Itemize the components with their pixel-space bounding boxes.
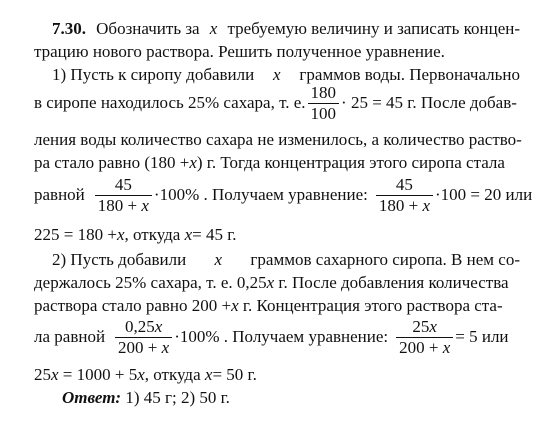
var-x: x: [204, 365, 213, 384]
var-x: x: [214, 250, 223, 269]
var-x: x: [116, 225, 125, 244]
fraction-denominator: [396, 338, 453, 358]
text: ра стало равно (180 +: [34, 153, 190, 172]
fraction-denominator: [376, 196, 433, 216]
fraction-numerator: [409, 317, 440, 337]
var-x: x: [51, 365, 59, 384]
text: , откуда: [144, 365, 201, 384]
fraction-denominator: [95, 196, 152, 216]
fraction-25x-over-200-plus-x: [396, 317, 453, 358]
var-x: x: [273, 65, 281, 84]
fraction-45-over-180-plus-x-2: [376, 175, 433, 216]
fraction-numerator: 180: [310, 82, 337, 102]
var-x: x: [442, 337, 451, 357]
text: держалось 25% сахара, т. е. 0,25: [34, 273, 267, 292]
var-x: x: [266, 273, 275, 292]
text: ) г. Тогда концентрация этого сиропа стала: [196, 153, 505, 172]
answer-text: 1) 45 г; 2) 50 г.: [125, 388, 230, 407]
part2-line-5: [34, 364, 550, 386]
var-x: x: [141, 195, 149, 215]
fraction-numerator: 45: [114, 174, 132, 194]
answer-label: Ответ:: [62, 388, 122, 407]
var-x: x: [161, 337, 170, 357]
problem-line-1: [52, 18, 520, 40]
text: 0,25: [124, 316, 155, 336]
var-x: x: [422, 195, 430, 215]
var-x: x: [209, 19, 218, 38]
part2-line-2: [34, 272, 550, 294]
var-x: x: [184, 225, 193, 244]
text: ления воды количество сахара не изменилось, а количество раство-: [34, 130, 522, 149]
text: 25: [412, 316, 430, 336]
var-x: x: [189, 153, 197, 172]
text: · 25 = 45 г. После добав-: [341, 93, 517, 112]
var-x: x: [137, 365, 145, 384]
text: 225 = 180 +: [34, 225, 117, 244]
text: 180 +: [378, 195, 419, 215]
text: ·100% . Получаем уравнение:: [174, 327, 389, 346]
var-x: x: [231, 296, 239, 315]
fraction-025x-over-200-plus-x: [115, 317, 172, 358]
part2-line-4: [34, 314, 550, 360]
text: = 5 или: [455, 327, 509, 346]
text: 200 +: [118, 337, 158, 357]
part1-line-3: [34, 129, 550, 151]
var-x: x: [154, 316, 163, 336]
text: г. После добавления количества: [278, 273, 509, 292]
fraction-numerator: 45: [395, 174, 413, 194]
text: равной: [34, 185, 85, 204]
var-x: x: [429, 316, 437, 336]
text: 25: [34, 365, 51, 384]
part1-line-4: [34, 152, 550, 174]
answer-line: [62, 387, 550, 409]
text: граммов сахарного сиропа. В нем со-: [250, 250, 520, 269]
text: требуемую величину и записать концен-: [227, 19, 520, 38]
text: г. Концентрация этого раствора ста-: [242, 296, 503, 315]
text: трацию нового раствора. Решить полученное уравнение.: [34, 42, 445, 61]
part1-line-6: [34, 224, 550, 246]
text: в сиропе находилось 25% сахара, т. е.: [34, 93, 306, 112]
problem-number: 7.30.: [52, 19, 86, 38]
part1-line-2: [34, 82, 550, 124]
text: = 50 г.: [212, 365, 257, 384]
text: , откуда: [124, 225, 181, 244]
fraction-45-over-180-plus-x: [95, 175, 152, 216]
text: = 45 г.: [192, 225, 237, 244]
text: ла равной: [34, 327, 106, 346]
problem-line-2: [34, 41, 550, 63]
part1-line-5: [34, 172, 550, 218]
part2-line-1: [52, 249, 520, 271]
text: 180 +: [97, 195, 138, 215]
text: = 1000 + 5: [62, 365, 138, 384]
text: 1) Пусть к сиропу добавили: [52, 65, 255, 84]
text: ·100% . Получаем уравнение:: [153, 185, 368, 204]
fraction-180-100: [308, 83, 340, 124]
fraction-numerator: [122, 317, 165, 337]
text: раствора стало равно 200 +: [34, 296, 232, 315]
text: 200 +: [399, 337, 439, 357]
text: граммов воды. Первоначально: [299, 65, 520, 84]
fraction-denominator: 100: [310, 103, 337, 123]
text: Обозначить за: [96, 19, 200, 38]
fraction-denominator: [115, 338, 172, 358]
text: 2) Пусть добавили: [52, 250, 187, 269]
text: ·100 = 20 или: [435, 185, 533, 204]
